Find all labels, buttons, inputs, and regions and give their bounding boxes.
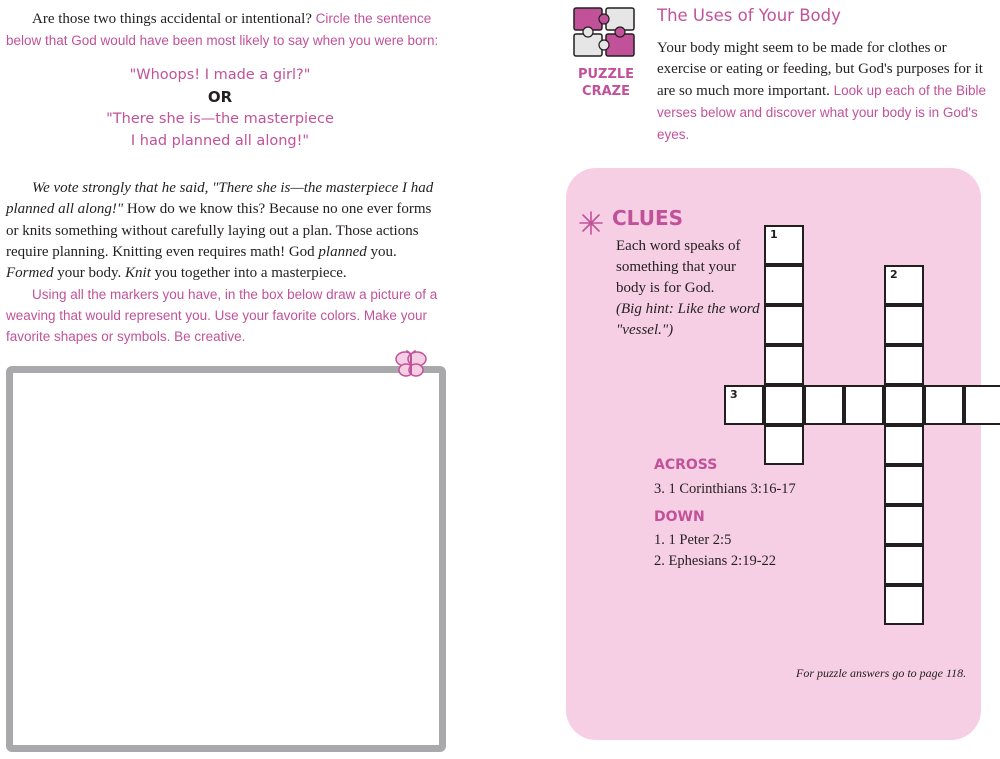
body-text-3: your body.: [53, 265, 126, 282]
body-planned: planned: [318, 243, 367, 260]
crossword-cell[interactable]: [764, 425, 804, 465]
down-clue-2: 2. Ephesians 2:19-22: [654, 553, 777, 569]
description-text: Your body might seem to be made for clothes or exercise or eating or feeding, but God's purposes for it are so much more important.: [657, 40, 983, 99]
butterfly-icon: [394, 349, 428, 379]
crossword-cell[interactable]: [884, 265, 924, 305]
body-text-4: you together into a masterpiece.: [150, 265, 347, 282]
star-icon: [578, 210, 604, 236]
quote-option-2-line-2[interactable]: I had planned all along!": [130, 133, 310, 149]
intro-instruction: Circle the sentence below that God would have been most likely to say when you were born:: [6, 11, 439, 48]
description-instruction: Look up each of the Bible verses below and discover what your body is in God's eyes.: [657, 83, 986, 142]
crossword-cell[interactable]: [924, 385, 964, 425]
crossword-cell[interactable]: [884, 545, 924, 585]
puzzle-craze-label: [566, 66, 646, 100]
down-clue-1: 1. 1 Peter 2:5: [654, 532, 732, 548]
drawing-box[interactable]: [6, 366, 446, 752]
clues-title: CLUES: [612, 206, 684, 230]
intro-question: Are those two things accidental or intentional?: [32, 11, 312, 27]
crossword-cell[interactable]: [764, 385, 804, 425]
drawing-instruction: Using all the markers you have, in the box below draw a picture of a weaving that would represent you. Use your favorite colors. Make your favorite shapes or symbols. Be creative.: [6, 287, 438, 344]
body-knit: Knit: [125, 265, 151, 282]
clues-description: Each word speaks of something that your body is for God.: [616, 238, 741, 296]
crossword-cell[interactable]: [964, 385, 1000, 425]
clues-text: [616, 236, 766, 341]
crossword-cell[interactable]: [884, 425, 924, 465]
crossword-cell[interactable]: [764, 345, 804, 385]
clues-hint: (Big hint: Like the word "vessel."): [616, 301, 760, 338]
crossword-cell[interactable]: [764, 305, 804, 345]
across-heading: ACROSS: [654, 457, 718, 473]
body-text-2: you.: [366, 243, 397, 260]
description-paragraph: [657, 38, 987, 146]
crossword-cell[interactable]: [884, 585, 924, 625]
crossword-cell[interactable]: [724, 385, 764, 425]
crossword-cell[interactable]: [884, 505, 924, 545]
body-text-1: How do we know this? Because no one ever forms or knits something without carefully laying out a plan. Those actions require planning. Knitting even requires math! God: [6, 201, 432, 260]
across-clue-3: 3. 1 Corinthians 3:16-17: [654, 481, 796, 497]
body-italic-quote: We vote strongly that he said, "There she is—the masterpiece I had planned all along!": [6, 180, 434, 218]
crossword-cell[interactable]: [884, 465, 924, 505]
crossword-panel: [566, 168, 981, 740]
quote-option-2-line-1[interactable]: "There she is—the masterpiece: [106, 111, 334, 127]
down-heading: DOWN: [654, 509, 705, 525]
or-separator: OR: [207, 88, 233, 106]
body-paragraph: [6, 178, 444, 284]
crossword-cell[interactable]: [764, 225, 804, 265]
page-title: The Uses of Your Body: [657, 6, 841, 25]
quote-options: [0, 64, 440, 152]
quote-option-1[interactable]: "Whoops! I made a girl?": [129, 67, 311, 83]
answers-footnote: For puzzle answers go to page 118.: [796, 666, 967, 680]
crossword-number: 3: [730, 388, 738, 401]
crossword-cell[interactable]: [884, 385, 924, 425]
crossword-cell[interactable]: [844, 385, 884, 425]
puzzle-label-line-2: CRAZE: [582, 84, 630, 99]
crossword-cell[interactable]: [884, 305, 924, 345]
puzzle-label-line-1: PUZZLE: [577, 67, 635, 82]
crossword-number: 1: [770, 228, 778, 241]
left-page: [0, 0, 470, 759]
crossword-cell[interactable]: [764, 265, 804, 305]
intro-paragraph: [6, 8, 456, 52]
body-formed: Formed: [6, 265, 54, 282]
crossword-cell[interactable]: [884, 345, 924, 385]
crossword-cell[interactable]: [804, 385, 844, 425]
crossword-number: 2: [890, 268, 898, 281]
right-page: [560, 0, 1000, 759]
puzzle-icon: [568, 4, 640, 60]
